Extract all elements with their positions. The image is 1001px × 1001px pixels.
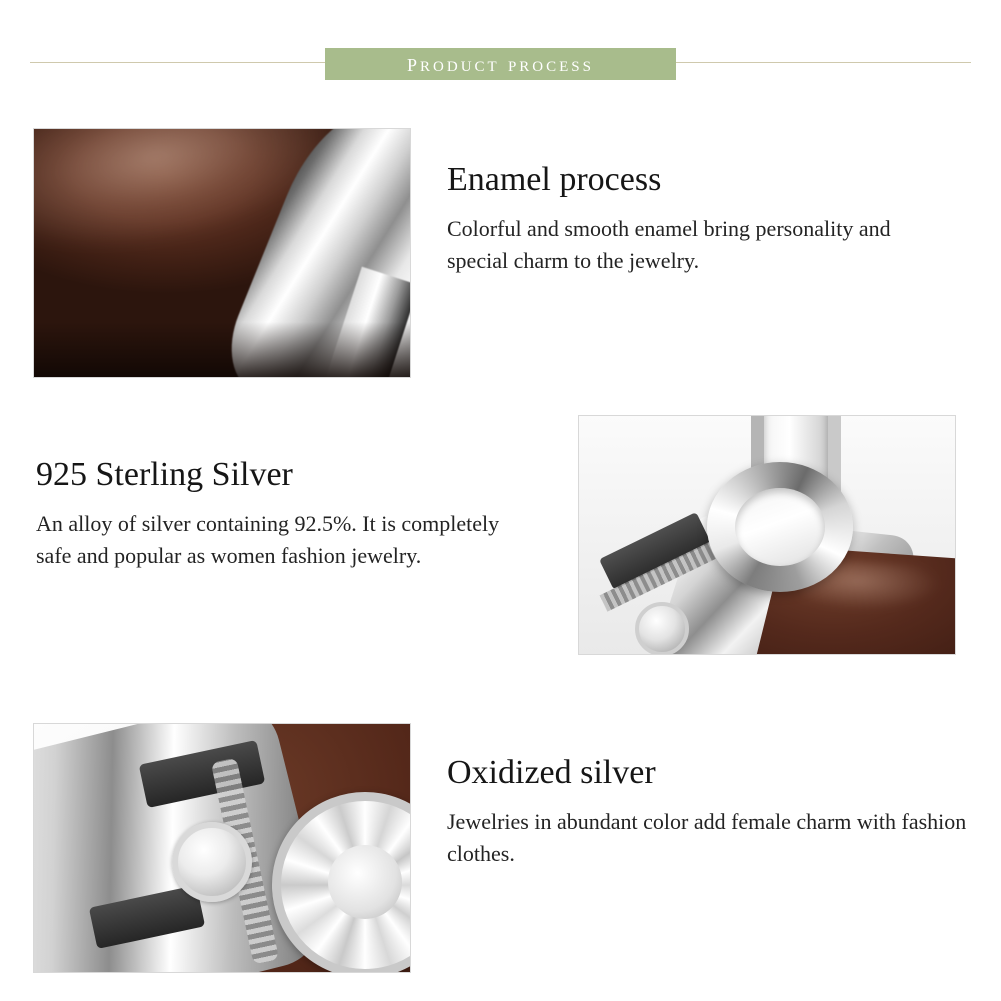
- sterling-heading: 925 Sterling Silver: [36, 456, 293, 493]
- oxidized-heading: Oxidized silver: [447, 754, 656, 791]
- enamel-heading: Enamel process: [447, 161, 662, 198]
- oxidized-silver-cz-photo: [33, 723, 411, 973]
- banner-title: product process: [407, 50, 594, 77]
- enamel-text-block: [447, 160, 917, 277]
- small-cz-stone: [172, 822, 252, 902]
- sterling-text-block: [36, 455, 536, 572]
- enamel-closeup-photo: [33, 128, 411, 378]
- enamel-shadow: [34, 322, 410, 377]
- small-cz-stone: [635, 602, 689, 655]
- pendant-ring-photo: [578, 415, 956, 655]
- page-header: [0, 0, 1001, 100]
- sterling-body: An alloy of silver containing 92.5%. It is completely safe and popular as women fashion jewelry.: [36, 511, 500, 568]
- enamel-body: Colorful and smooth enamel bring personality and special charm to the jewelry.: [447, 216, 891, 273]
- oxidized-body: Jewelries in abundant color add female charm with fashion clothes.: [447, 809, 967, 866]
- jump-ring-shape: [707, 462, 853, 592]
- oxidized-text-block: [447, 753, 967, 870]
- product-process-banner: [325, 48, 676, 80]
